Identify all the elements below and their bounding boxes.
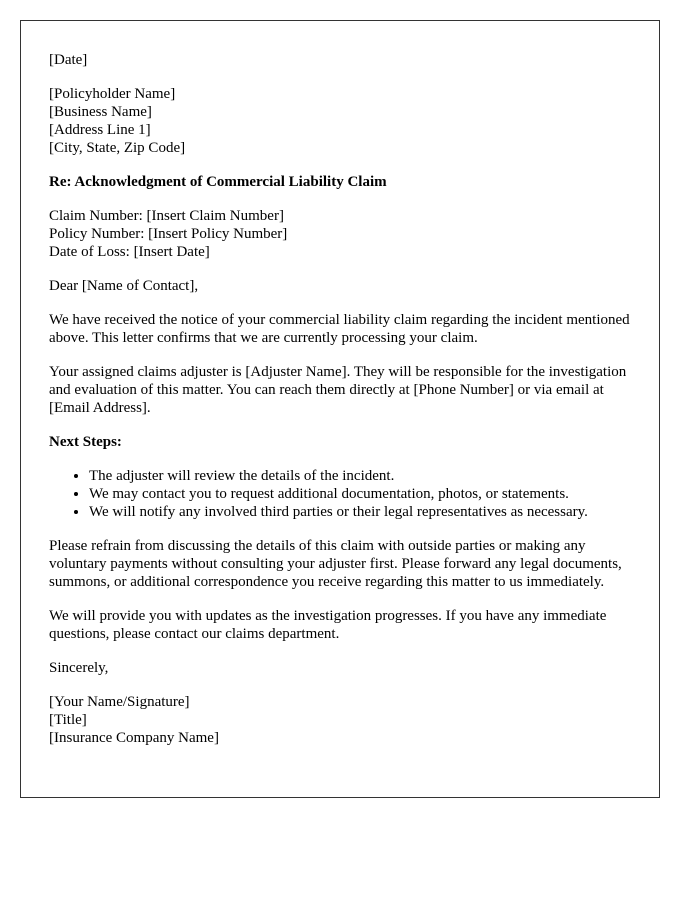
letter-date: [Date] [49, 52, 88, 68]
recipient-business: [Business Name] [49, 104, 152, 120]
date-of-loss: Date of Loss: [Insert Date] [49, 244, 210, 260]
next-steps-heading: Next Steps: [49, 434, 122, 450]
list-item: • We will notify any involved third parties or their legal representatives as necessary. [89, 503, 631, 521]
body-paragraph-1: We have received the notice of your commercial liability claim regarding the incident mentioned above. This letter confirms that we are currently processing your claim. [49, 312, 630, 346]
list-item: • The adjuster will review the details of the incident. [89, 467, 631, 485]
claim-info-block [49, 207, 631, 261]
recipient-city-state-zip: [City, State, Zip Code] [49, 140, 186, 156]
next-steps-list [49, 467, 631, 521]
letter-document [20, 20, 660, 798]
signature-block [49, 693, 631, 747]
policy-number: Policy Number: [Insert Policy Number] [49, 226, 288, 242]
salutation: Dear [Name of Contact], [49, 278, 199, 294]
list-item: • We may contact you to request additional documentation, photos, or statements. [89, 485, 631, 503]
signature-company: [Insurance Company Name] [49, 730, 219, 746]
body-paragraph-2: Your assigned claims adjuster is [Adjuster Name]. They will be responsible for the investigation and evaluation of this matter. You can reach them directly at [Phone Number] or via email at [Email Address]. [49, 364, 627, 416]
recipient-address-line-1: [Address Line 1] [49, 122, 151, 138]
recipient-name: [Policyholder Name] [49, 86, 176, 102]
closing: Sincerely, [49, 660, 109, 676]
recipient-block [49, 85, 631, 157]
signature-name: [Your Name/Signature] [49, 694, 190, 710]
claim-number: Claim Number: [Insert Claim Number] [49, 208, 284, 224]
signature-title: [Title] [49, 712, 87, 728]
letter-subject: Re: Acknowledgment of Commercial Liability Claim [49, 174, 387, 190]
body-paragraph-3: Please refrain from discussing the details of this claim with outside parties or making any voluntary payments without consulting your adjuster first. Please forward any legal documents, summons, or additional correspondence you receive regarding this matter to us immediately. [49, 538, 622, 590]
body-paragraph-4: We will provide you with updates as the investigation progresses. If you have any immediate questions, please contact our claims department. [49, 608, 607, 642]
